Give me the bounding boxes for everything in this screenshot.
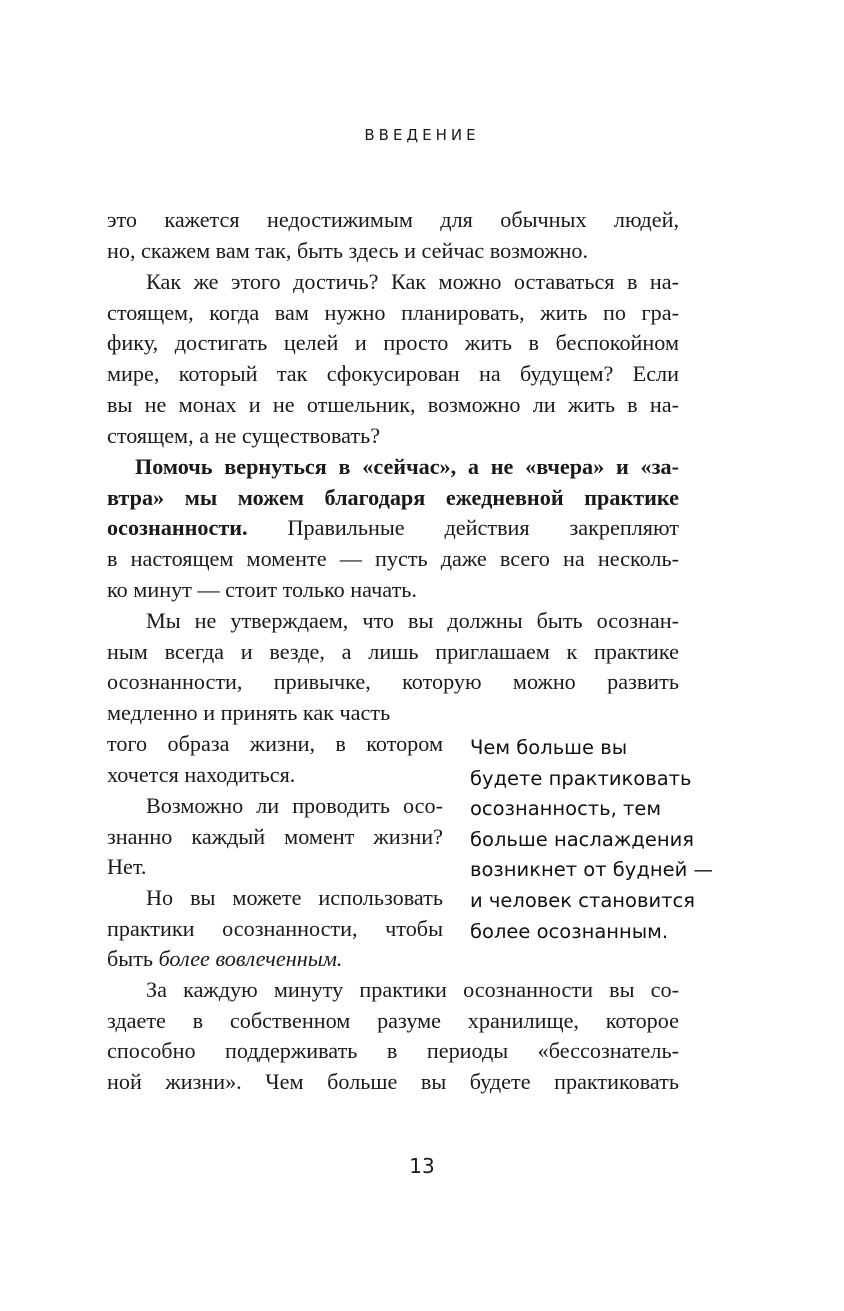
- text-line: здаете в собственном разуме хранилище, которое: [107, 1007, 679, 1033]
- text-line: это кажется недостижимым для обычных людей,: [107, 207, 679, 232]
- text-line: в настоящем моменте — пусть даже всего на несколь-: [107, 546, 679, 572]
- pull-quote-line: и человек становится: [470, 888, 695, 912]
- text-line: ной жизни». Чем больше вы будете практиковать: [107, 1069, 679, 1095]
- pull-quote-line: больше наслаждения: [470, 827, 694, 851]
- italic-text: более вовлеченным.: [158, 946, 343, 972]
- text-line: Как же этого достичь? Как можно оставаться в на-: [146, 269, 679, 294]
- paragraph-5: [107, 791, 443, 883]
- text-line: хочется находиться.: [107, 761, 296, 787]
- text-line: фику, достигать целей и просто жить в беспокойном: [107, 330, 679, 356]
- text-line: ко минут — стоит только начать.: [107, 576, 417, 602]
- text-line: ным всегда и везде, а лишь приглашаем к практике: [107, 638, 679, 664]
- paragraph-6: [107, 883, 443, 975]
- paragraph-7: [107, 975, 679, 1098]
- text-line: Мы не утверждаем, что вы должны быть осознан-: [146, 608, 679, 633]
- text-line: вы не монах и не отшельник, возможно ли жить в на-: [107, 391, 679, 417]
- pull-quote: [470, 733, 730, 947]
- pull-quote-line: будете практиковать: [470, 766, 692, 790]
- text-line: стоящем, когда вам нужно планировать, жить по гра-: [107, 299, 679, 325]
- text-line: За каждую минуту практики осознанности вы со-: [146, 977, 679, 1002]
- pull-quote-line: осознанность, тем: [470, 797, 662, 821]
- text-run: Правильные действия закрепляют: [247, 515, 679, 541]
- text-line: медленно и принять как часть: [107, 700, 391, 726]
- text-line: Нет.: [107, 854, 147, 880]
- pull-quote-line: возникнет от будней —: [470, 858, 713, 882]
- chapter-header: ВВЕДЕНИЕ: [364, 126, 480, 144]
- text-run: быть: [107, 946, 159, 972]
- text-line: способно поддерживать в периоды «бессознатель-: [107, 1038, 679, 1064]
- paragraph-2: [107, 267, 679, 451]
- text-line: стоящем, а не существовать?: [107, 422, 381, 448]
- text-line: мире, который так сфокусирован на будущем? Если: [107, 361, 679, 387]
- text-line: [107, 513, 679, 544]
- pull-quote-line: более осознанным.: [470, 919, 669, 943]
- paragraph-1: [107, 205, 679, 266]
- text-line: [107, 483, 679, 514]
- text-line: знанно каждый момент жизни?: [107, 823, 443, 849]
- text-line: Возможно ли проводить осо-: [146, 793, 443, 818]
- bold-text: осознанности.: [107, 515, 248, 541]
- text-line: того образа жизни, в котором: [107, 730, 443, 756]
- pull-quote-line: Чем больше вы: [470, 736, 628, 759]
- page-number: 13: [409, 1154, 435, 1178]
- bold-text: втра» мы можем благодаря ежедневной практике: [107, 484, 679, 510]
- text-line: но, скажем вам так, быть здесь и сейчас возможно.: [107, 237, 589, 263]
- paragraph-3: [107, 452, 679, 606]
- text-line: [107, 452, 679, 483]
- text-line: осознанности, привычке, которую можно развить: [107, 669, 679, 695]
- text-line: Но вы можете использовать: [146, 885, 443, 910]
- text-line: [107, 944, 443, 975]
- bold-text: Помочь вернуться в «сейчас», а не «вчера» и «за-: [135, 454, 679, 479]
- text-line: практики осознанности, чтобы: [107, 915, 443, 941]
